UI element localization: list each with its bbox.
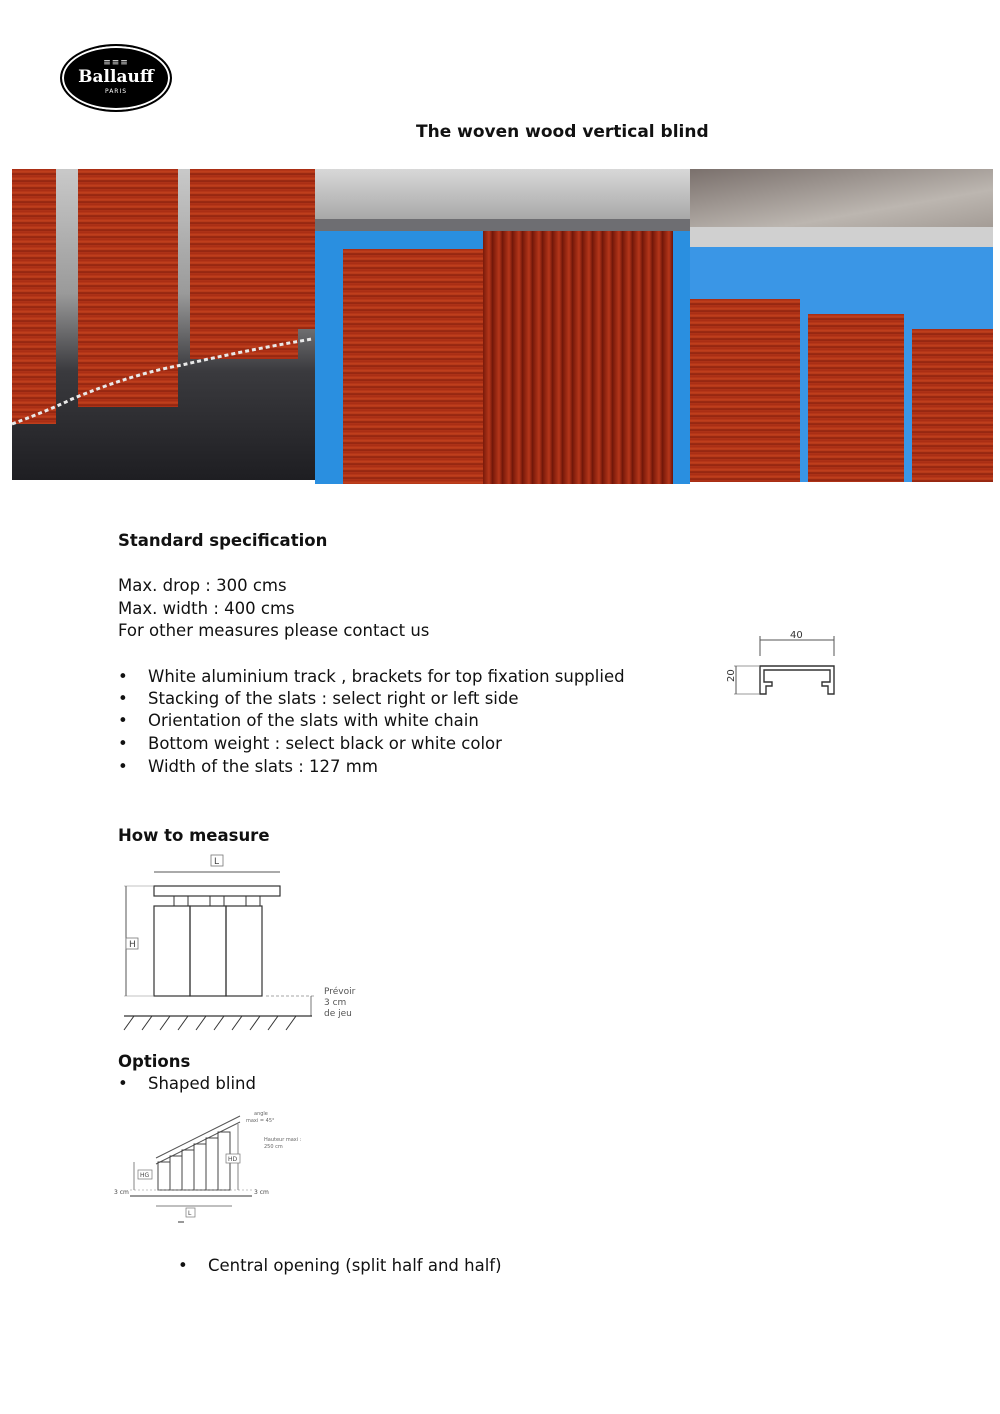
- track-width-label: 40: [790, 630, 803, 641]
- measure-h-label: H: [129, 940, 136, 950]
- shaped-blind-diagram: [112, 1108, 312, 1226]
- bullet-glyph: •: [178, 1256, 188, 1275]
- shaped-angle: angle: [254, 1111, 268, 1117]
- measure-diagram: [116, 852, 366, 1034]
- option-sub-item-text: Central opening (split half and half): [208, 1256, 502, 1275]
- option-item-text: Shaped blind: [148, 1074, 256, 1093]
- shaped-hd-label: HD: [228, 1156, 238, 1163]
- spec-contact: For other measures please contact us: [118, 621, 430, 640]
- spec-bullet: [118, 689, 519, 708]
- bullet-glyph: •: [118, 711, 128, 730]
- spec-bullet: [118, 734, 502, 753]
- measure-heading: How to measure: [118, 826, 270, 845]
- bullet-glyph: •: [118, 667, 128, 686]
- shaped-l-label: L: [188, 1210, 192, 1217]
- shaped-right-gap: 3 cm: [254, 1189, 269, 1196]
- brand-city: PARIS: [104, 88, 128, 95]
- photo-slats-track: [315, 169, 690, 484]
- brand-logo: [60, 44, 172, 112]
- spec-max-drop: Max. drop : 300 cms: [118, 576, 287, 595]
- spec-bullet-text: Orientation of the slats with white chain: [148, 711, 479, 730]
- track-height-label: 20: [726, 669, 737, 682]
- spec-bullet: [118, 711, 479, 730]
- option-item: [118, 1074, 256, 1093]
- brand-name: Ballauff: [78, 67, 154, 87]
- track-profile-diagram: [714, 626, 844, 702]
- spec-bullet-text: Bottom weight : select black or white color: [148, 734, 502, 753]
- bullet-glyph: •: [118, 689, 128, 708]
- photo-slats-brackets: [690, 169, 993, 482]
- option-sub-item: [178, 1256, 502, 1275]
- shaped-left-gap: 3 cm: [114, 1189, 129, 1196]
- spec-bullet: [118, 667, 625, 686]
- brand-mark: ≡≡≡: [103, 58, 129, 68]
- shaped-hmax: 250 cm: [264, 1144, 283, 1150]
- spec-bullet-text: Stacking of the slats : select right or left side: [148, 689, 519, 708]
- bullet-glyph: •: [118, 757, 128, 776]
- options-heading: Options: [118, 1052, 191, 1071]
- shaped-angle: maxi = 45°: [246, 1118, 275, 1124]
- measure-note: Prévoir: [324, 987, 356, 997]
- measure-l-label: L: [214, 857, 220, 867]
- measure-note: 3 cm: [324, 998, 347, 1008]
- shaped-hmax: Hauteur maxi :: [264, 1137, 302, 1143]
- spec-max-width: Max. width : 400 cms: [118, 599, 295, 618]
- spec-bullet-text: Width of the slats : 127 mm: [148, 757, 378, 776]
- bullet-glyph: •: [118, 1074, 128, 1093]
- spec-heading: Standard specification: [118, 531, 328, 550]
- photo-slats-chain: [12, 169, 315, 480]
- spec-bullet-text: White aluminium track , brackets for top fixation supplied: [148, 667, 625, 686]
- spec-bullet: [118, 757, 378, 776]
- document-title: The woven wood vertical blind: [416, 122, 709, 142]
- measure-note: de jeu: [324, 1009, 352, 1019]
- shaped-hg-label: HG: [140, 1172, 150, 1179]
- bullet-glyph: •: [118, 734, 128, 753]
